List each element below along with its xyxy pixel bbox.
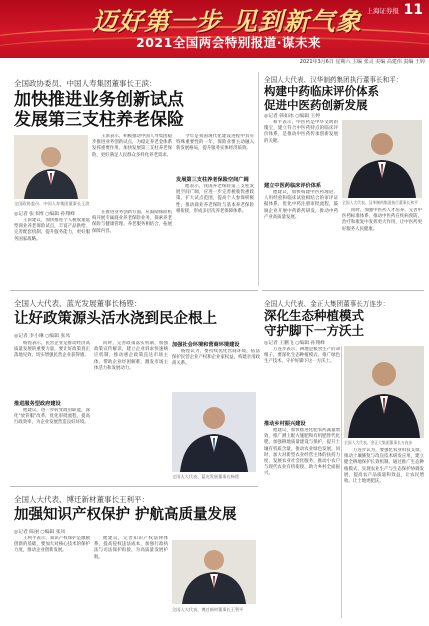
article-5-kicker: 全国人大代表、金正大集团董事长万连步： (264, 300, 390, 308)
article-4-body: 和平表示，中医药是中华文明的瑰宝，建立符合中医药特点的临床评价体系，是推动中医药传承创新发展的关键。 (264, 120, 338, 144)
article-3-caption: 全国人大代表、博迁新材董事长王利平 (172, 607, 244, 612)
portrait-image (344, 346, 424, 438)
article-4-title-line: 促进中医药创新发展 (264, 97, 368, 112)
article-1-body: 王滨建议，加快推进个人税收递延型商业养老保险试点，丰富产品供给，完善配套机制，提升服务能力，更好服务国家战略。 (14, 218, 90, 242)
article-3-photo (172, 540, 256, 604)
article-4-photo (342, 120, 422, 198)
article-4-caption: 全国人大代表、汉华制药集团执行董事长和平 (342, 200, 418, 205)
column-divider (258, 72, 259, 286)
article-3-body: 王利平表示，知识产权保护是激励创新的基础，要加大对核心技术的保护力度，推动企业创新发展。 (14, 536, 90, 554)
article-1-subhead: 发展第三支柱养老保险空间广阔 (176, 177, 249, 183)
article-3-byline: ◎记者 陈丽 ○编辑 张凤 (14, 530, 66, 535)
column-divider (341, 346, 342, 618)
article-1-kicker: 全国政协委员、中国人寿集团董事长王滨： (14, 79, 157, 88)
article-5-caption: 全国人大代表、金正大集团董事长万连步 (344, 440, 413, 445)
article-1-title (14, 90, 184, 130)
article-1-body: 在推进业务创新方面，应鼓励保险机构开展专属商业养老保险业务，探索养老保险与健康管理、养老服务相结合，拓展保障内容。 (92, 210, 172, 234)
article-5-photo (344, 346, 424, 438)
page-banner (0, 0, 429, 58)
article-2-caption: 全国人大代表、蓝光发展董事长杨铿 (172, 474, 240, 479)
portrait-image (172, 392, 256, 472)
date-line: 2021年3月6日 星期六 主编 张灵 美编 高建伟 责编 王婷 (0, 58, 429, 66)
article-2-photo (172, 392, 256, 472)
article-5-body: 万连步认为，要强化农业科技支撑，推动土壤修复与改良技术研发应用，建立健全耕地保护长效机制。通过推广生态种植模式，实现农业生产与生态保护协调发展，提高农产品质量和效益，让农民增收、让土地更肥沃。 (344, 448, 424, 485)
article-5-title-line: 深化生态种植模式 (264, 308, 365, 323)
portrait-image (14, 135, 88, 199)
article-2-body: 同时，完善政策落实机制，加强政策宣传解读，建立企业诉求快速响应机制，推动惠企政策直达市场主体，帮助企业纾困解难，激发市场主体活力和发展动力。 (94, 341, 168, 371)
article-1-photo (14, 135, 88, 199)
article-1-title-line: 发展第三支柱养老保险 (14, 110, 184, 131)
article-1-body: 今年是我国现代化建设进程中具有特殊重要性的一年，保险业要主动融入新发展格局，提升服务实体经济质效。 (176, 134, 254, 152)
article-4-body: 他建议，加快构建中医药理论、人用经验和临床试验相结合的审评证据体系，优化中药注册审批流程，鼓励企业开展中药新药研发，推动中药产业高质量发展。 (264, 190, 338, 220)
article-1-caption: 全国政协委员、中国人寿集团董事长王滨 (14, 201, 90, 206)
portrait-image (342, 120, 422, 198)
article-2-title (14, 310, 217, 327)
article-2-body: 他建议，进一步转变政府职能，深化"放管服"改革，优化审批流程，提高行政效率，为企业发展营造良好环境。 (14, 408, 90, 426)
article-5-byline: ◎记者 王鹏飞 ○编辑 孙翔峰 (264, 341, 325, 346)
article-1-body: 他表示，我国养老保险第三支柱发展空间广阔，应进一步完善税收优惠政策，扩大试点范围，提高个人参保积极性，推动商业养老保险与基本养老保险相衔接，形成多层次养老保障体系。 (176, 184, 254, 214)
banner-slogan: 迈好第一步 见到新气象 (92, 7, 362, 36)
section-divider (10, 486, 258, 487)
page-number: 11 (403, 2, 423, 18)
article-3-title-line: 加强知识产权保护 护航高质量发展 (14, 506, 237, 523)
article-1-body: 王滨表示，积极推动中国人寿集团稳步推进业务创新试点，为稳定养老金体系发挥重要作用，加快发展第三支柱养老保险，更好满足人民群众多样化养老需求。 (92, 134, 172, 158)
portrait-image (172, 540, 256, 604)
article-4-byline: ◎记者 韩如冰 ○编辑 王婷 (264, 114, 321, 119)
article-2-subhead: 加强社会环境和营商环境建设 (172, 342, 240, 348)
article-2-byline: ◎记者 李小琳 ○编辑 张凤 (14, 334, 71, 339)
article-2-subhead: 推进服务型政府建设 (14, 401, 61, 407)
article-4-title-line: 构建中药临床评价体系 (264, 84, 379, 98)
article-5-body: 他建议，加快推进化肥农药减量增效，推广测土配方施肥和有机肥替代化肥，加强耕地质量建设与保护，提升土壤有机质含量，推动农业绿色发展。同时，加大对新型农业经营主体的扶持力度，发展农业社会化服务，推动小农户与现代农业有机衔接，助力乡村全面振兴。 (264, 428, 340, 477)
article-5-subhead: 推动乡村振兴建设 (264, 421, 306, 427)
article-2-body: 杨铿认为，要持续优化营商环境，依法保护民营企业产权和企业家权益，构建亲清政商关系。 (172, 349, 260, 367)
article-5-title (264, 309, 364, 339)
article-3-body: 他建议，完善知识产权法律体系，提高侵权违法成本，加强行政执法与司法保护衔接，为高质量发展护航。 (94, 536, 168, 560)
article-5-title-line: 守护脚下一方沃土 (264, 322, 365, 338)
section-divider (10, 290, 258, 291)
paper-name: 上海证券报 (366, 7, 399, 15)
article-1-byline: ◎记者 张书博 ○编辑 孙翔峰 (14, 212, 75, 217)
article-4-kicker: 全国人大代表、汉华制药集团执行董事长和平： (264, 76, 403, 84)
article-2-body: 杨铿表示，民营企业是推动经济高质量发展的重要力量，要让好政策真正落地见效，切实增强民营企业获得感。 (14, 341, 90, 359)
article-5-body: 万连步表示，耕地是粮食生产的命根子，要深化生态种植模式，推广绿色生产技术，守护好脚下这一方沃土。 (264, 347, 340, 365)
article-4-subhead: 建立中医药临床评价体系 (264, 183, 322, 189)
article-3-title (14, 506, 237, 523)
article-2-kicker: 全国人大代表、蓝光发展董事长杨铿： (14, 299, 142, 308)
article-2-title-line: 让好政策源头活水浇到民企根上 (14, 310, 217, 327)
article-3-kicker: 全国人大代表、博迁新材董事长王利平： (14, 495, 149, 504)
article-1-title-line: 加快推进业务创新试点 (14, 90, 184, 110)
section-divider (262, 290, 424, 291)
banner-subtitle: 2021全国两会特别报道·谋未来 (136, 35, 322, 50)
article-4-title (264, 85, 379, 112)
article-4-body: 同时，加强中医药人才培养，完善中医药标准体系，推动中医药在疾病预防、治疗和康复中发挥更大作用，让中医药更好服务人民健康。 (342, 208, 422, 232)
